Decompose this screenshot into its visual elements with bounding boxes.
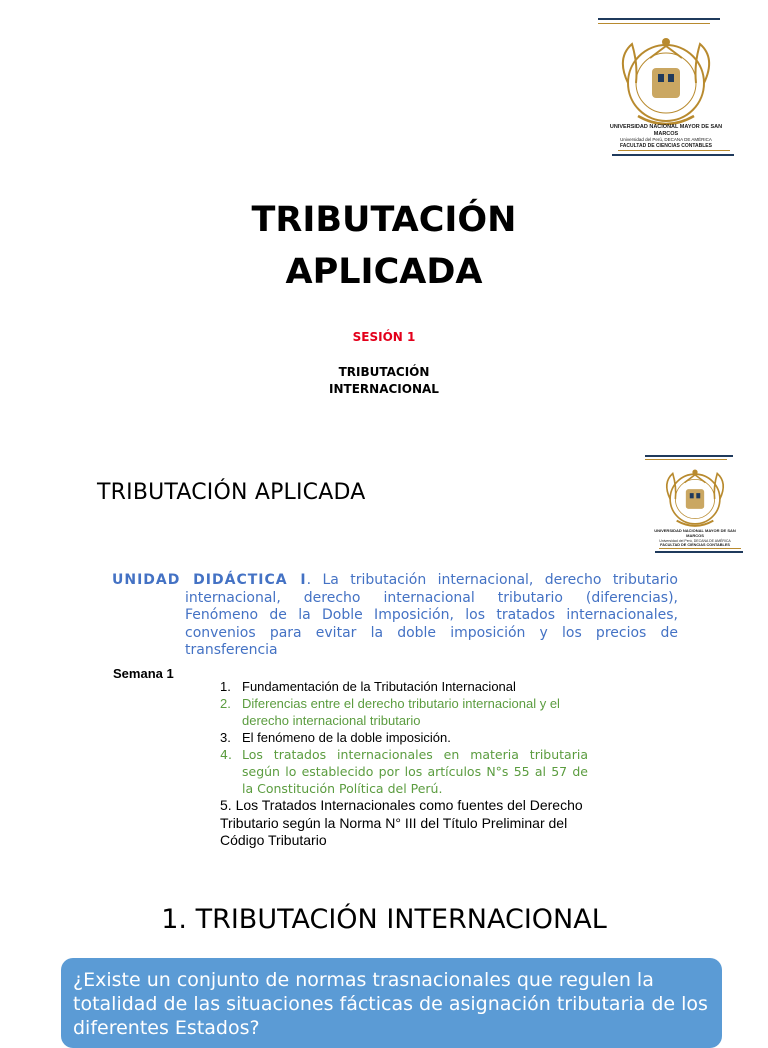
slide3-title: 1. TRIBUTACIÓN INTERNACIONAL [161, 904, 607, 935]
university-logo-small [645, 455, 745, 555]
logo2-top-gold-bar [645, 459, 727, 460]
slide2-title: TRIBUTACIÓN APLICADA [97, 480, 366, 505]
logo2-caption [645, 529, 745, 547]
topic-text-4: Los tratados internacionales en materia tributaria según lo establecido por los artículos N°s 55 al 57 de la Constitución Política del Perú. [242, 747, 588, 796]
topic-number-1: 1. [220, 679, 231, 694]
topic-text-2: Diferencias entre el derecho tributario internacional y el derecho internacional tributario [242, 696, 560, 728]
session-label: SESIÓN 1 [352, 330, 416, 344]
logo-faculty: FACULTAD DE CIENCIAS CONTABLES [620, 142, 712, 149]
logo2-faculty: FACULTAD DE CIENCIAS CONTABLES [660, 542, 730, 547]
logo-caption [598, 124, 734, 149]
logo2-motto: Universidad del Perú, DECANA DE AMÉRICA [659, 538, 731, 543]
topic-number-2: 2. [220, 696, 231, 711]
university-logo [598, 18, 734, 158]
question-box [61, 958, 722, 1048]
slide1-subtitle-line1: TRIBUTACIÓN [338, 365, 430, 379]
slide1-title [0, 194, 768, 298]
topic-item-1 [220, 678, 588, 695]
unidad-first-text: . La tributación internacional, derecho tributario [306, 572, 678, 588]
logo-university-name: UNIVERSIDAD NACIONAL MAYOR DE SAN MARCOS [609, 124, 723, 137]
topic-text-5: 5. Los Tratados Internacionales como fuentes del Derecho Tributario según la Norma N° III del Título Preliminar del Código Tributario [220, 797, 583, 848]
logo-top-bar [598, 18, 720, 20]
unidad-didactica [112, 572, 678, 660]
logo-bottom-gold-bar [618, 150, 730, 151]
unidad-first-line [112, 572, 678, 590]
topic-item-5 [220, 797, 588, 850]
slide1-title-line1: TRIBUTACIÓN [251, 200, 517, 240]
logo2-bottom-bar [655, 551, 743, 553]
topic-item-4 [220, 746, 588, 797]
logo2-university-name: UNIVERSIDAD NACIONAL MAYOR DE SAN MARCOS [654, 528, 736, 538]
university-seal-icon-small [645, 463, 745, 535]
slide1-subtitle-line2: INTERNACIONAL [329, 382, 439, 396]
topic-item-2 [220, 695, 588, 729]
topic-text-3: El fenómeno de la doble imposición. [242, 730, 451, 745]
topic-number-3: 3. [220, 730, 231, 745]
topic-list [220, 678, 588, 850]
slide1-title-line2: APLICADA [285, 252, 483, 292]
logo-motto: Universidad del Perú, DECANA DE AMÉRICA [620, 137, 712, 143]
logo2-top-bar [645, 455, 733, 457]
topic-number-4: 4. [220, 747, 232, 762]
unidad-description: internacional, derecho internacional tributario (diferencias), Fenómeno de la Doble Imposición, los tratados internacionales, convenios para evitar la doble imposición y los precios de transferencia [185, 589, 678, 658]
question-text: ¿Existe un conjunto de normas trasnacionales que regulen la totalidad de las situaciones fácticas de asignación tributaria de los diferentes Estados? [73, 969, 708, 1039]
slide1-subtitle [0, 364, 768, 398]
unidad-label: UNIDAD DIDÁCTICA I [112, 572, 307, 588]
logo-top-gold-bar [598, 23, 710, 24]
logo-bottom-bar [612, 154, 734, 156]
university-seal-icon [598, 28, 734, 138]
logo2-bottom-gold-bar [659, 548, 741, 549]
week-label: Semana 1 [113, 666, 174, 681]
topic-text-1: Fundamentación de la Tributación Internacional [242, 679, 516, 694]
topic-item-3 [220, 729, 588, 746]
